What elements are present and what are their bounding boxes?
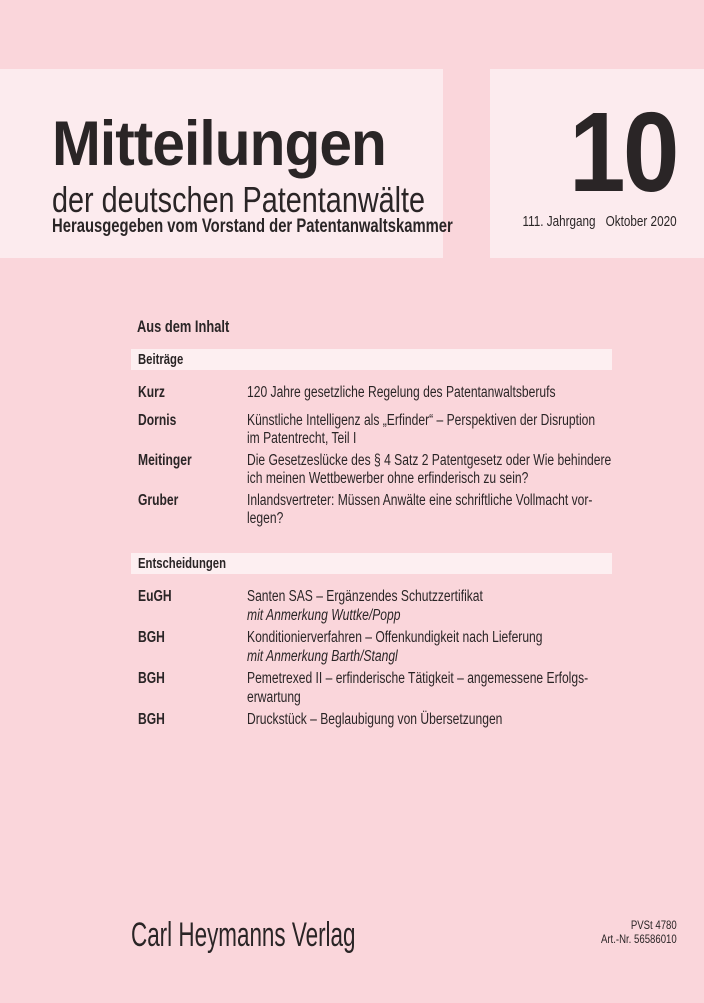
toc-entry xyxy=(138,384,612,403)
pvst-code: PVSt 4780 xyxy=(631,918,677,932)
entry-title xyxy=(247,670,612,707)
entry-line: ich meinen Wettbewerber ohne erfinderisch zu sein? xyxy=(247,470,529,487)
author-label: Gruber xyxy=(138,491,179,509)
section-title: Beiträge xyxy=(138,352,184,368)
entry-note: mit Anmerkung Wuttke/Popp xyxy=(247,606,401,624)
section-title: Entscheidungen xyxy=(138,556,226,572)
toc-entry xyxy=(138,711,612,730)
section-header-beitraege xyxy=(131,349,612,370)
entry-line: legen? xyxy=(247,510,284,527)
entry-line: 120 Jahre gesetzliche Regelung des Patentanwaltsberufs xyxy=(247,384,556,401)
issue-meta xyxy=(523,214,677,229)
author-label: Kurz xyxy=(138,384,165,401)
entry-title xyxy=(247,452,612,489)
publisher-name: Carl Heymanns Verlag xyxy=(131,916,356,954)
court-label: BGH xyxy=(138,629,165,646)
journal-title: Mitteilungen xyxy=(52,109,386,179)
entry-title xyxy=(247,384,612,403)
entry-title xyxy=(247,492,612,529)
journal-subtitle: der deutschen Patentanwälte xyxy=(52,179,426,220)
postal-article-codes xyxy=(601,918,677,946)
article-number: Art.-Nr. 56586010 xyxy=(601,932,677,946)
court-label: EuGH xyxy=(138,588,172,605)
toc-section-beitraege xyxy=(131,349,612,532)
entry-line: im Patentrecht, Teil I xyxy=(247,430,357,447)
issue-date: Oktober 2020 xyxy=(606,213,677,230)
entry-line: Konditionierverfahren – Offenkundigkeit nach Lieferung xyxy=(247,629,543,646)
entry-title xyxy=(247,412,612,449)
entry-line: Druckstück – Beglaubigung von Übersetzungen xyxy=(247,711,503,728)
entry-note: mit Anmerkung Barth/Stangl xyxy=(247,647,398,665)
toc-section-entscheidungen xyxy=(131,553,612,734)
entry-title xyxy=(247,629,612,666)
toc-entry xyxy=(138,670,612,707)
entry-title xyxy=(247,711,612,730)
entry-line: Die Gesetzeslücke des § 4 Satz 2 Patentgesetz oder Wie behindere xyxy=(247,451,612,469)
entry-line: Santen SAS – Ergänzendes Schutzzertifikat xyxy=(247,588,483,605)
entry-line: erwartung xyxy=(247,688,301,706)
author-label: Dornis xyxy=(138,411,177,429)
section-header-entscheidungen xyxy=(131,553,612,574)
publisher-line: Herausgegeben vom Vorstand der Patentanwaltskammer xyxy=(52,216,453,237)
author-label: Meitinger xyxy=(138,451,192,469)
toc-entry xyxy=(138,629,612,666)
court-label: BGH xyxy=(138,670,165,687)
court-label: BGH xyxy=(138,711,165,728)
entry-line: Inlandsvertreter: Müssen Anwälte eine schriftliche Vollmacht vor- xyxy=(247,491,593,509)
entry-line: Pemetrexed II – erfinderische Tätigkeit – angemessene Erfolgs- xyxy=(247,670,589,687)
toc-entry xyxy=(138,452,612,489)
contents-heading: Aus dem Inhalt xyxy=(137,318,230,336)
volume-label: 111. Jahrgang xyxy=(522,213,596,230)
toc-rows xyxy=(131,588,612,730)
entry-title xyxy=(247,588,612,625)
toc-entry xyxy=(138,492,612,529)
toc-entry xyxy=(138,412,612,449)
toc-rows xyxy=(131,384,612,529)
entry-line: Künstliche Intelligenz als „Erfinder“ – Perspektiven der Disruption xyxy=(247,411,596,429)
issue-number: 10 xyxy=(569,89,677,215)
toc-entry xyxy=(138,588,612,625)
